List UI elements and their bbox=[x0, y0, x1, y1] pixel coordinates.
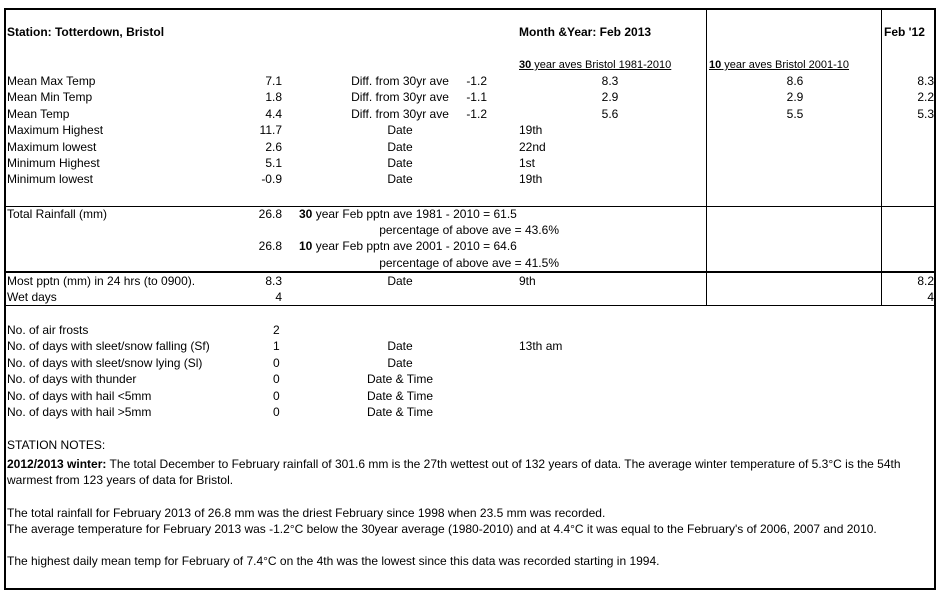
temp-row-label: Mean Max Temp bbox=[7, 74, 96, 88]
days-row-descriptor: Date bbox=[387, 339, 413, 354]
divider-pptn-top bbox=[4, 271, 936, 273]
days-row-descriptor: Date bbox=[387, 355, 413, 370]
days-row-value: 0 bbox=[273, 372, 280, 387]
temp-row-value: 4.4 bbox=[265, 106, 282, 121]
station-notes-heading: STATION NOTES: bbox=[7, 438, 106, 452]
days-row-value: 1 bbox=[273, 339, 280, 354]
temp-row-label: Maximum lowest bbox=[7, 139, 97, 154]
temp-row-ave10: 2.9 bbox=[786, 90, 804, 105]
rainfall-value-2: 26.8 bbox=[258, 239, 282, 253]
station-title: Station: Totterdown, Bristol bbox=[7, 25, 165, 39]
temp-row-diff: -1.1 bbox=[466, 90, 487, 105]
month-year-title: Month &Year: Feb 2013 bbox=[519, 25, 652, 39]
temp-row-descriptor: Date bbox=[387, 156, 413, 170]
divider-prev bbox=[881, 8, 882, 306]
temp-row-ave30: 2.9 bbox=[601, 90, 619, 105]
temp-row-label: Mean Temp bbox=[7, 106, 70, 121]
rainfall-30yr-percentage: percentage of above ave = 43.6% bbox=[379, 223, 559, 237]
temp-row-descriptor: Diff. from 30yr ave bbox=[351, 74, 449, 88]
winter-note: 2012/2013 winter: The total December to February rainfall of 301.6 mm is the 27th wettest out of 132 years of data. The average winter temperature of 5.3°C is the 54th warmest from 123 years of data for Bristol. bbox=[7, 457, 901, 487]
temp-row-descriptor: Date bbox=[387, 172, 413, 187]
temp-row-prev: 8.3 bbox=[917, 74, 934, 88]
temp-row-descriptor: Date bbox=[387, 139, 413, 154]
divider-ave10 bbox=[706, 8, 707, 306]
ave10-header: 10 year aves Bristol 2001-10 bbox=[709, 59, 850, 71]
temp-row-value: 5.1 bbox=[265, 156, 282, 170]
temp-row-date: 19th bbox=[519, 172, 543, 187]
pptn-row-value: 4 bbox=[275, 290, 282, 305]
days-row-value: 0 bbox=[273, 355, 280, 370]
days-row-descriptor: Date & Time bbox=[366, 405, 434, 419]
days-row-descriptor: Date & Time bbox=[366, 372, 434, 387]
pptn-row-prev: 4 bbox=[927, 290, 934, 305]
pptn-row-label: Wet days bbox=[7, 290, 57, 305]
temp-row-value: 1.8 bbox=[265, 90, 282, 105]
temp-row-label: Maximum Highest bbox=[7, 123, 104, 138]
temp-row-label: Mean Min Temp bbox=[7, 90, 93, 105]
rainfall-30yr-line: 30 year Feb pptn ave 1981 - 2010 = 61.5 bbox=[299, 207, 517, 221]
rainfall-note: The total rainfall for February 2013 of 26.8 mm was the driest February since 1998 when 23.5 mm was recorded. bbox=[7, 506, 606, 520]
days-row-label: No. of days with hail <5mm bbox=[7, 388, 152, 403]
temp-row-prev: 2.2 bbox=[917, 90, 934, 105]
temp-row-value: -0.9 bbox=[261, 172, 282, 187]
temp-row-value: 7.1 bbox=[265, 74, 282, 88]
days-row-label: No. of days with sleet/snow falling (Sf) bbox=[7, 339, 210, 354]
temp-row-value: 11.7 bbox=[259, 123, 282, 138]
rainfall-label: Total Rainfall (mm) bbox=[7, 207, 108, 221]
temp-row-ave30: 5.6 bbox=[601, 106, 619, 121]
temp-row-label: Minimum Highest bbox=[7, 156, 100, 170]
days-row-value: 0 bbox=[273, 405, 280, 419]
temp-row-descriptor: Date bbox=[387, 123, 413, 138]
temp-row-prev: 5.3 bbox=[917, 106, 934, 121]
divider-pptn-bottom bbox=[4, 305, 936, 306]
temp-row-diff: -1.2 bbox=[466, 106, 487, 121]
temp-row-value: 2.6 bbox=[265, 139, 282, 154]
rainfall-10yr-line: 10 year Feb pptn ave 2001 - 2010 = 64.6 bbox=[299, 239, 517, 253]
days-row-descriptor: Date & Time bbox=[366, 388, 434, 403]
temp-row-ave10: 8.6 bbox=[786, 74, 804, 88]
days-row-value: 2 bbox=[273, 323, 280, 337]
days-row-label: No. of days with hail >5mm bbox=[7, 405, 152, 419]
temp-row-label: Minimum lowest bbox=[7, 172, 94, 187]
days-row-value: 0 bbox=[273, 388, 280, 403]
days-row-label: No. of days with thunder bbox=[7, 372, 137, 387]
pptn-row-prev: 8.2 bbox=[917, 274, 934, 288]
ave30-header: 30 year aves Bristol 1981-2010 bbox=[519, 59, 672, 71]
temp-row-diff: -1.2 bbox=[466, 74, 487, 88]
temperature-note: The average temperature for February 2013 was -1.2°C below the 30year average (1980-2010) and at 4.4°C it was equal to the February's of 2006, 2007 and 2010. bbox=[7, 522, 877, 536]
temp-row-date: 1st bbox=[519, 156, 536, 170]
temp-row-descriptor: Diff. from 30yr ave bbox=[351, 90, 449, 105]
temp-row-ave30: 8.3 bbox=[601, 74, 619, 88]
days-row-label: No. of air frosts bbox=[7, 323, 89, 337]
pptn-row-descriptor: Date bbox=[387, 274, 413, 288]
days-row-label: No. of days with sleet/snow lying (Sl) bbox=[7, 355, 203, 370]
daily-mean-note: The highest daily mean temp for February of 7.4°C on the 4th was the lowest since this data was recorded starting in 1994. bbox=[7, 554, 660, 568]
rainfall-10yr-percentage: percentage of above ave = 41.5% bbox=[379, 256, 559, 270]
pptn-row-label: Most pptn (mm) in 24 hrs (to 0900). bbox=[7, 274, 196, 288]
temp-row-ave10: 5.5 bbox=[786, 106, 804, 121]
temp-row-date: 19th bbox=[519, 123, 543, 138]
prev-year-header: Feb '12 bbox=[884, 25, 925, 39]
pptn-row-date: 9th bbox=[519, 274, 536, 288]
temp-row-descriptor: Diff. from 30yr ave bbox=[351, 106, 449, 121]
days-row-date: 13th am bbox=[519, 339, 563, 354]
rainfall-value: 26.8 bbox=[258, 207, 282, 221]
pptn-row-value: 8.3 bbox=[265, 274, 282, 288]
temp-row-date: 22nd bbox=[519, 139, 546, 154]
